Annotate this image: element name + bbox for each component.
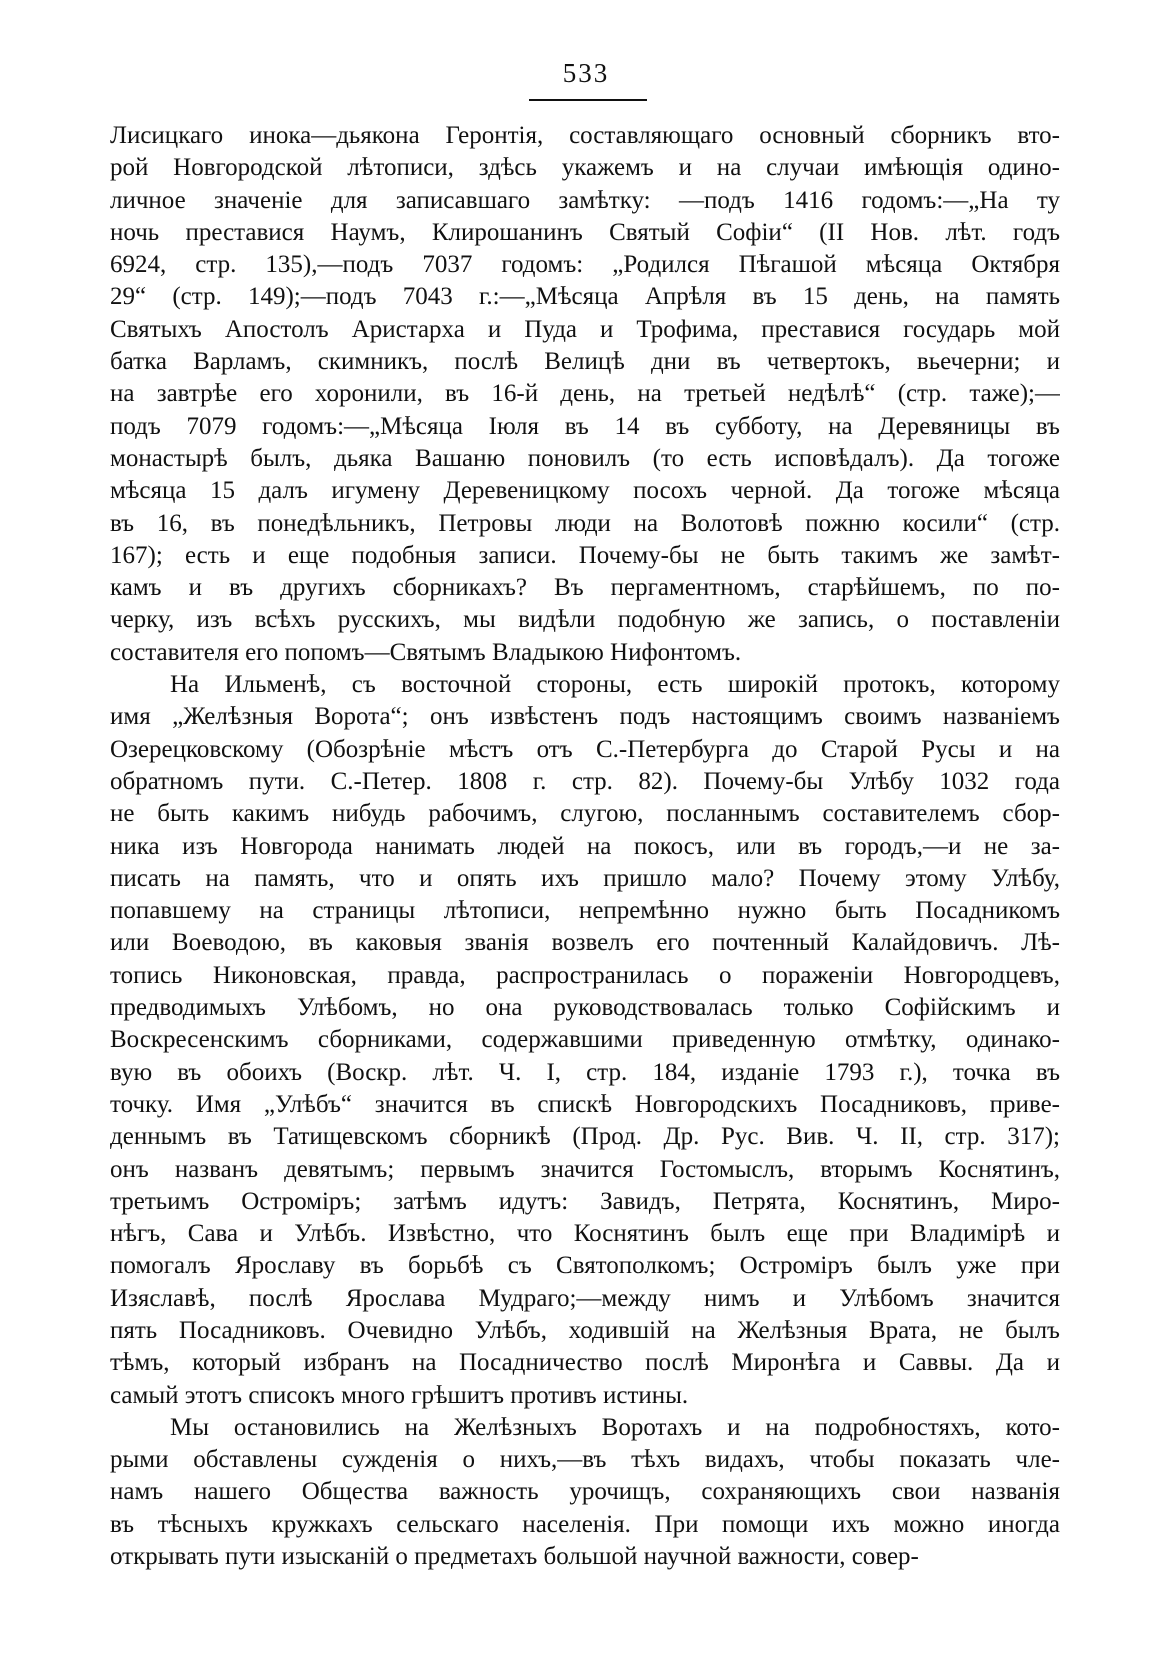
text-line: камъ и въ другихъ сборникахъ? Въ пергаментномъ, старѣйшемъ, по по- (110, 574, 1060, 602)
text-line: батка Варламъ, скимникъ, послѣ Велицѣ дни въ четвертокъ, вьечерни; и (110, 348, 1060, 376)
text-line: обратномъ пути. С.-Петер. 1808 г. стр. 82). Почему-бы Улѣбу 1032 года (110, 767, 1060, 795)
paragraph (110, 669, 1060, 1412)
paragraph (110, 120, 1060, 669)
text-line: тѣмъ, который избранъ на Посадничество послѣ Миронѣга и Саввы. Да и (110, 1349, 1060, 1377)
text-line: попавшему на страницы лѣтописи, непремѣнно нужно быть Посадникомъ (110, 897, 1060, 925)
text-line: или Воеводою, въ каковыя званія возвелъ его почтенный Калайдовичъ. Лѣ- (110, 929, 1060, 957)
text-line: мѣсяца 15 далъ игумену Деревеницкому посохъ черной. Да тогоже мѣсяца (110, 477, 1060, 505)
text-line: 6924, стр. 135),—подъ 7037 годомъ: „Родился Пѣгашой мѣсяца Октября (110, 251, 1060, 279)
text-line: Мы остановились на Желѣзныхъ Воротахъ и на подробностяхъ, кото- (170, 1413, 1060, 1441)
text-line: предводимыхъ Улѣбомъ, но она руководствовалась только Софійскимъ и (110, 994, 1060, 1022)
text-line: третьимъ Остроміръ; затѣмъ идутъ: Завидъ, Петрята, Коснятинъ, Миро- (110, 1187, 1060, 1215)
text-line: открывать пути изысканій о предметахъ большой научной важности, совер- (110, 1543, 919, 1571)
text-line: имя „Желѣзныя Ворота“; онъ извѣстенъ подъ настоящимъ своимъ названіемъ (110, 703, 1060, 731)
text-line: составителя его попомъ—Святымъ Владыкою Нифонтомъ. (110, 638, 742, 666)
text-line: не быть какимъ нибудь рабочимъ, слугою, посланнымъ составителемъ сбор- (110, 800, 1060, 828)
page-number-rule (529, 99, 647, 101)
text-line: 29“ (стр. 149);—подъ 7043 г.:—„Мѣсяца Апрѣля въ 15 день, на память (110, 283, 1060, 311)
text-line: вую въ обоихъ (Воскр. лѣт. Ч. I, стр. 184, изданіе 1793 г.), точка въ (110, 1058, 1060, 1086)
text-line: деннымъ въ Татищевскомъ сборникѣ (Прод. Др. Рус. Вив. Ч. II, стр. 317); (110, 1123, 1060, 1151)
text-line: намъ нашего Общества важность урочищъ, сохраняющихъ свои названія (110, 1478, 1060, 1506)
text-line: подъ 7079 годомъ:—„Мѣсяца Іюля въ 14 въ субботу, на Деревяницы въ (110, 412, 1060, 440)
text-line: самый этотъ списокъ много грѣшитъ противъ истины. (110, 1381, 689, 1409)
text-line: Озерецковскому (Обозрѣніе мѣстъ отъ С.-Петербурга до Старой Русы и на (110, 735, 1060, 763)
text-line: 167); есть и еще подобныя записи. Почему-бы не быть такимъ же замѣт- (110, 541, 1060, 569)
text-line: въ тѣсныхъ кружкахъ сельскаго населенія. При помощи ихъ можно иногда (110, 1510, 1060, 1538)
text-line: онъ названъ девятымъ; первымъ значится Гостомыслъ, вторымъ Коснятинъ, (110, 1155, 1060, 1183)
text-line: Лисицкаго инока—дьякона Геронтія, составляющаго основный сборникъ вто- (110, 122, 1060, 149)
text-line: помогалъ Ярославу въ борьбѣ съ Святополкомъ; Остроміръ былъ уже при (110, 1252, 1060, 1280)
text-line: топись Никоновская, правда, распространилась о пораженіи Новгородцевъ, (110, 961, 1060, 989)
text-line: На Ильменѣ, съ восточной стороны, есть широкій протокъ, которому (170, 671, 1060, 699)
text-line: писать на память, что и опять ихъ пришло мало? Почему этому Улѣбу, (110, 864, 1060, 892)
text-line: Святыхъ Апостолъ Аристарха и Пуда и Трофима, преставися государь мой (110, 315, 1060, 343)
text-line: монастырѣ былъ, дьяка Вашаню поновилъ (то есть исповѣдалъ). Да тогоже (110, 444, 1060, 472)
text-line: рой Новгородской лѣтописи, здѣсь укажемъ и на случаи имѣющія одино- (110, 154, 1060, 182)
paragraph (110, 1412, 1060, 1573)
text-line: пять Посадниковъ. Очевидно Улѣбъ, ходившій на Желѣзныя Врата, не былъ (110, 1316, 1060, 1344)
text-line: личное значеніе для записавшаго замѣтку: —подъ 1416 годомъ:—„На ту (110, 186, 1060, 214)
text-line: рыми обставлены сужденія о нихъ,—въ тѣхъ видахъ, чтобы показать чле- (110, 1446, 1060, 1474)
text-line: нѣгъ, Сава и Улѣбъ. Извѣстно, что Коснятинъ былъ еще при Владимірѣ и (110, 1220, 1060, 1248)
page-number: 533 (562, 58, 610, 88)
text-line: черку, изъ всѣхъ русскихъ, мы видѣли подобную же запись, о поставленіи (110, 606, 1060, 634)
text-line: на завтрѣе его хоронили, въ 16-й день, на третьей недѣлѣ“ (стр. таже);— (110, 380, 1060, 408)
text-line: ника изъ Новгорода нанимать людей на покосъ, или въ городъ,—и не за- (110, 832, 1060, 860)
text-line: Изяславѣ, послѣ Ярослава Мудраго;—между нимъ и Улѣбомъ значится (110, 1284, 1060, 1312)
text-line: ночь преставися Наумъ, Клирошанинъ Святый Софіи“ (II Нов. лѣт. годъ (110, 218, 1060, 246)
text-line: точку. Имя „Улѣбъ“ значится въ спискѣ Новгородскихъ Посадниковъ, приве- (110, 1090, 1060, 1118)
text-line: въ 16, въ понедѣльникъ, Петровы люди на Волотовѣ пожню косили“ (стр. (110, 509, 1060, 537)
text-line: Воскресенскимъ сборниками, содержавшими приведенную отмѣтку, одинако- (110, 1026, 1060, 1054)
body-text (110, 120, 1060, 1573)
